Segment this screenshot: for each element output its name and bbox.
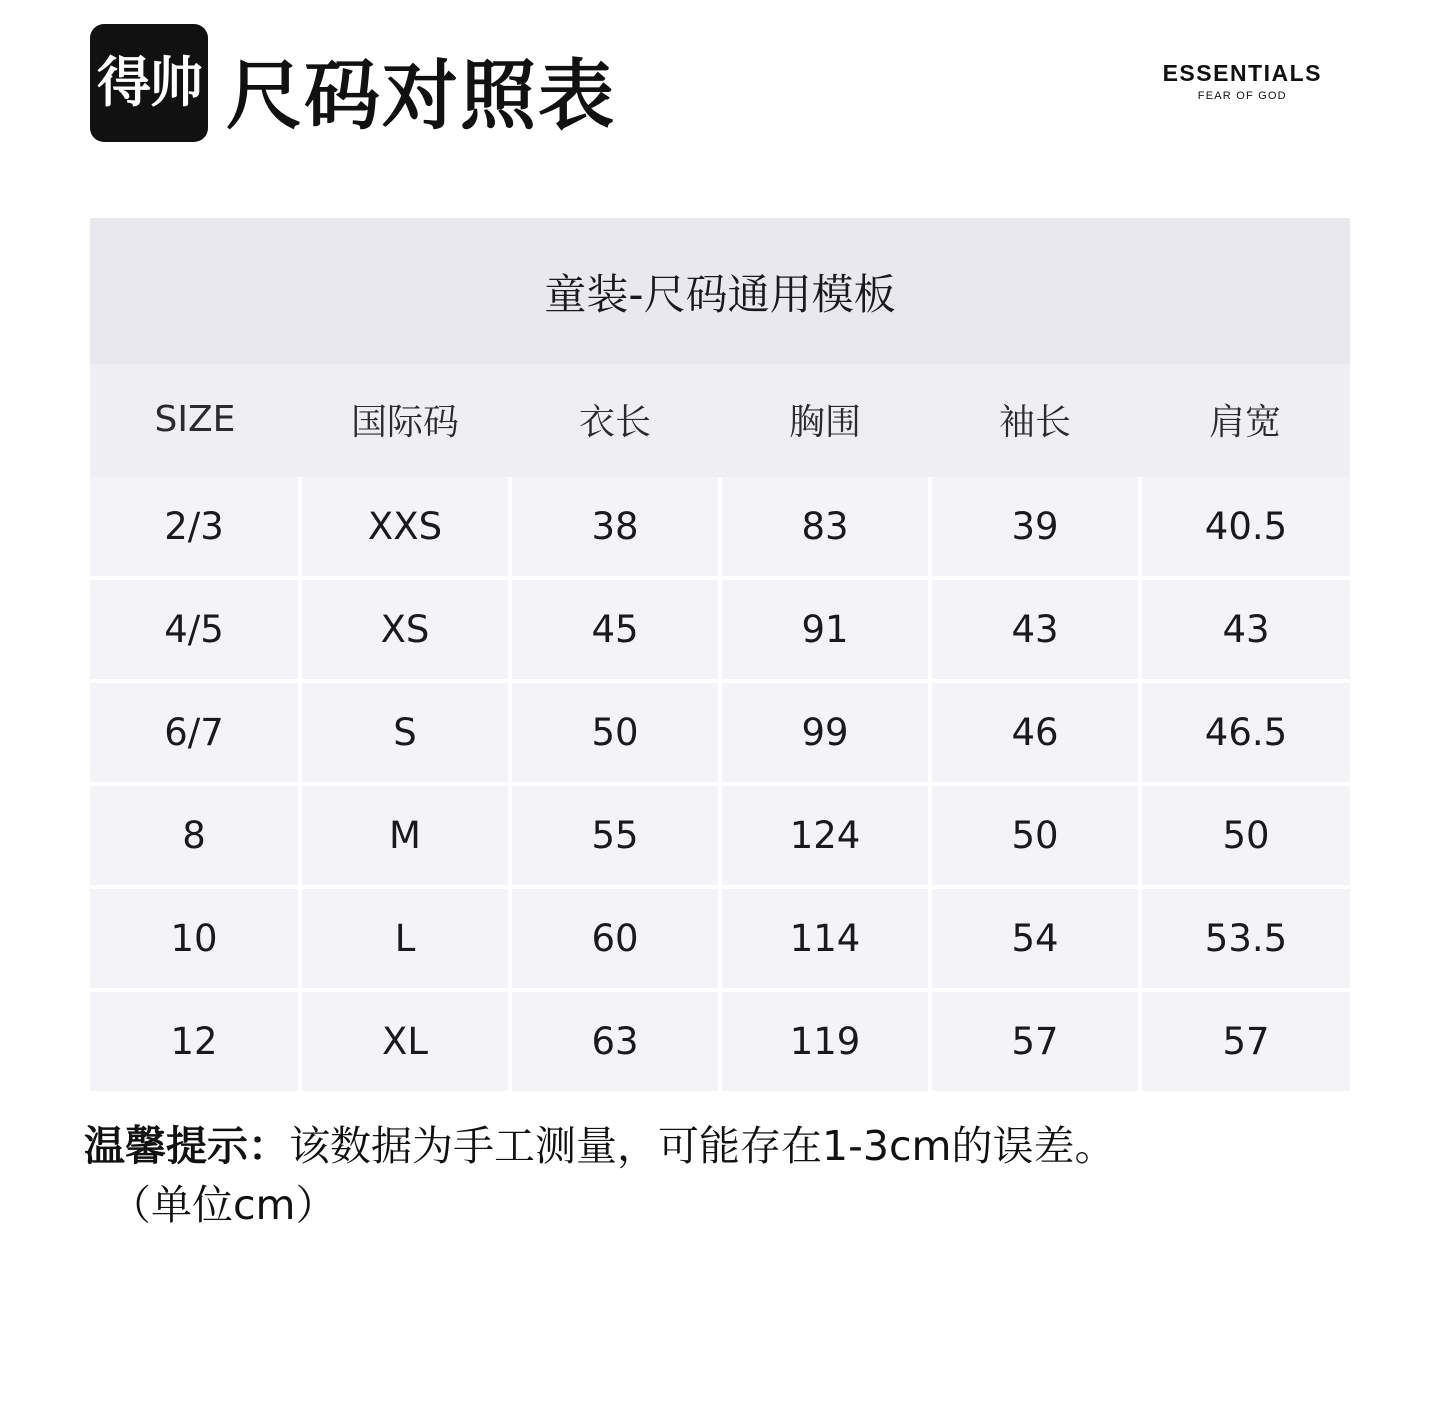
cell-bust: 119 — [720, 990, 930, 1091]
column-header-length: 衣长 — [510, 364, 720, 477]
cell-shoulder: 57 — [1140, 990, 1350, 1091]
cell-bust: 83 — [720, 477, 930, 578]
brand-logo-badge — [90, 24, 208, 142]
cell-international: S — [300, 681, 510, 784]
size-table-body — [90, 477, 1350, 1091]
cell-size: 4/5 — [90, 578, 300, 681]
column-header-sleeve: 袖长 — [930, 364, 1140, 477]
brand-logo-text: 得帅 — [97, 51, 201, 114]
cell-size: 10 — [90, 887, 300, 990]
table-row — [90, 784, 1350, 887]
cell-shoulder: 46.5 — [1140, 681, 1350, 784]
cell-shoulder: 53.5 — [1140, 887, 1350, 990]
cell-length: 60 — [510, 887, 720, 990]
column-header-bust: 胸围 — [720, 364, 930, 477]
cell-shoulder: 40.5 — [1140, 477, 1350, 578]
table-row — [90, 578, 1350, 681]
cell-international: XXS — [300, 477, 510, 578]
note-line-1 — [84, 1117, 1356, 1176]
essentials-primary-text: ESSENTIALS — [1162, 60, 1322, 86]
cell-international: L — [300, 887, 510, 990]
table-row — [90, 887, 1350, 990]
cell-shoulder: 50 — [1140, 784, 1350, 887]
table-row — [90, 681, 1350, 784]
note-label: 温馨提示： — [84, 1122, 289, 1170]
size-table-head — [90, 364, 1350, 477]
table-header-row — [90, 364, 1350, 477]
cell-international: XL — [300, 990, 510, 1091]
cell-sleeve: 57 — [930, 990, 1140, 1091]
table-row — [90, 477, 1350, 578]
column-header-shoulder: 肩宽 — [1140, 364, 1350, 477]
essentials-logo — [1163, 60, 1322, 102]
cell-length: 55 — [510, 784, 720, 887]
cell-size: 6/7 — [90, 681, 300, 784]
table-row — [90, 990, 1350, 1091]
page-title: 尺码对照表 — [226, 51, 616, 140]
size-table — [90, 364, 1350, 1091]
cell-sleeve: 54 — [930, 887, 1140, 990]
size-table-title: 童装-尺码通用模板 — [90, 218, 1350, 364]
cell-sleeve: 39 — [930, 477, 1140, 578]
note-unit: （单位cm） — [110, 1181, 337, 1230]
column-header-international: 国际码 — [300, 364, 510, 477]
cell-length: 38 — [510, 477, 720, 578]
cell-bust: 124 — [720, 784, 930, 887]
note-text: 该数据为手工测量，可能存在1-3cm的误差。 — [289, 1122, 1116, 1170]
cell-sleeve: 46 — [930, 681, 1140, 784]
cell-international: XS — [300, 578, 510, 681]
cell-international: M — [300, 784, 510, 887]
measurement-note — [84, 1117, 1356, 1236]
page-header — [0, 0, 1440, 218]
cell-length: 63 — [510, 990, 720, 1091]
essentials-secondary-text: FEAR OF GOD — [1197, 90, 1287, 102]
cell-bust: 114 — [720, 887, 930, 990]
cell-size: 12 — [90, 990, 300, 1091]
cell-size: 2/3 — [90, 477, 300, 578]
cell-bust: 91 — [720, 578, 930, 681]
cell-size: 8 — [90, 784, 300, 887]
cell-length: 50 — [510, 681, 720, 784]
cell-length: 45 — [510, 578, 720, 681]
cell-sleeve: 43 — [930, 578, 1140, 681]
cell-bust: 99 — [720, 681, 930, 784]
cell-sleeve: 50 — [930, 784, 1140, 887]
cell-shoulder: 43 — [1140, 578, 1350, 681]
column-header-size: SIZE — [90, 364, 300, 477]
size-table-container — [90, 218, 1350, 1091]
